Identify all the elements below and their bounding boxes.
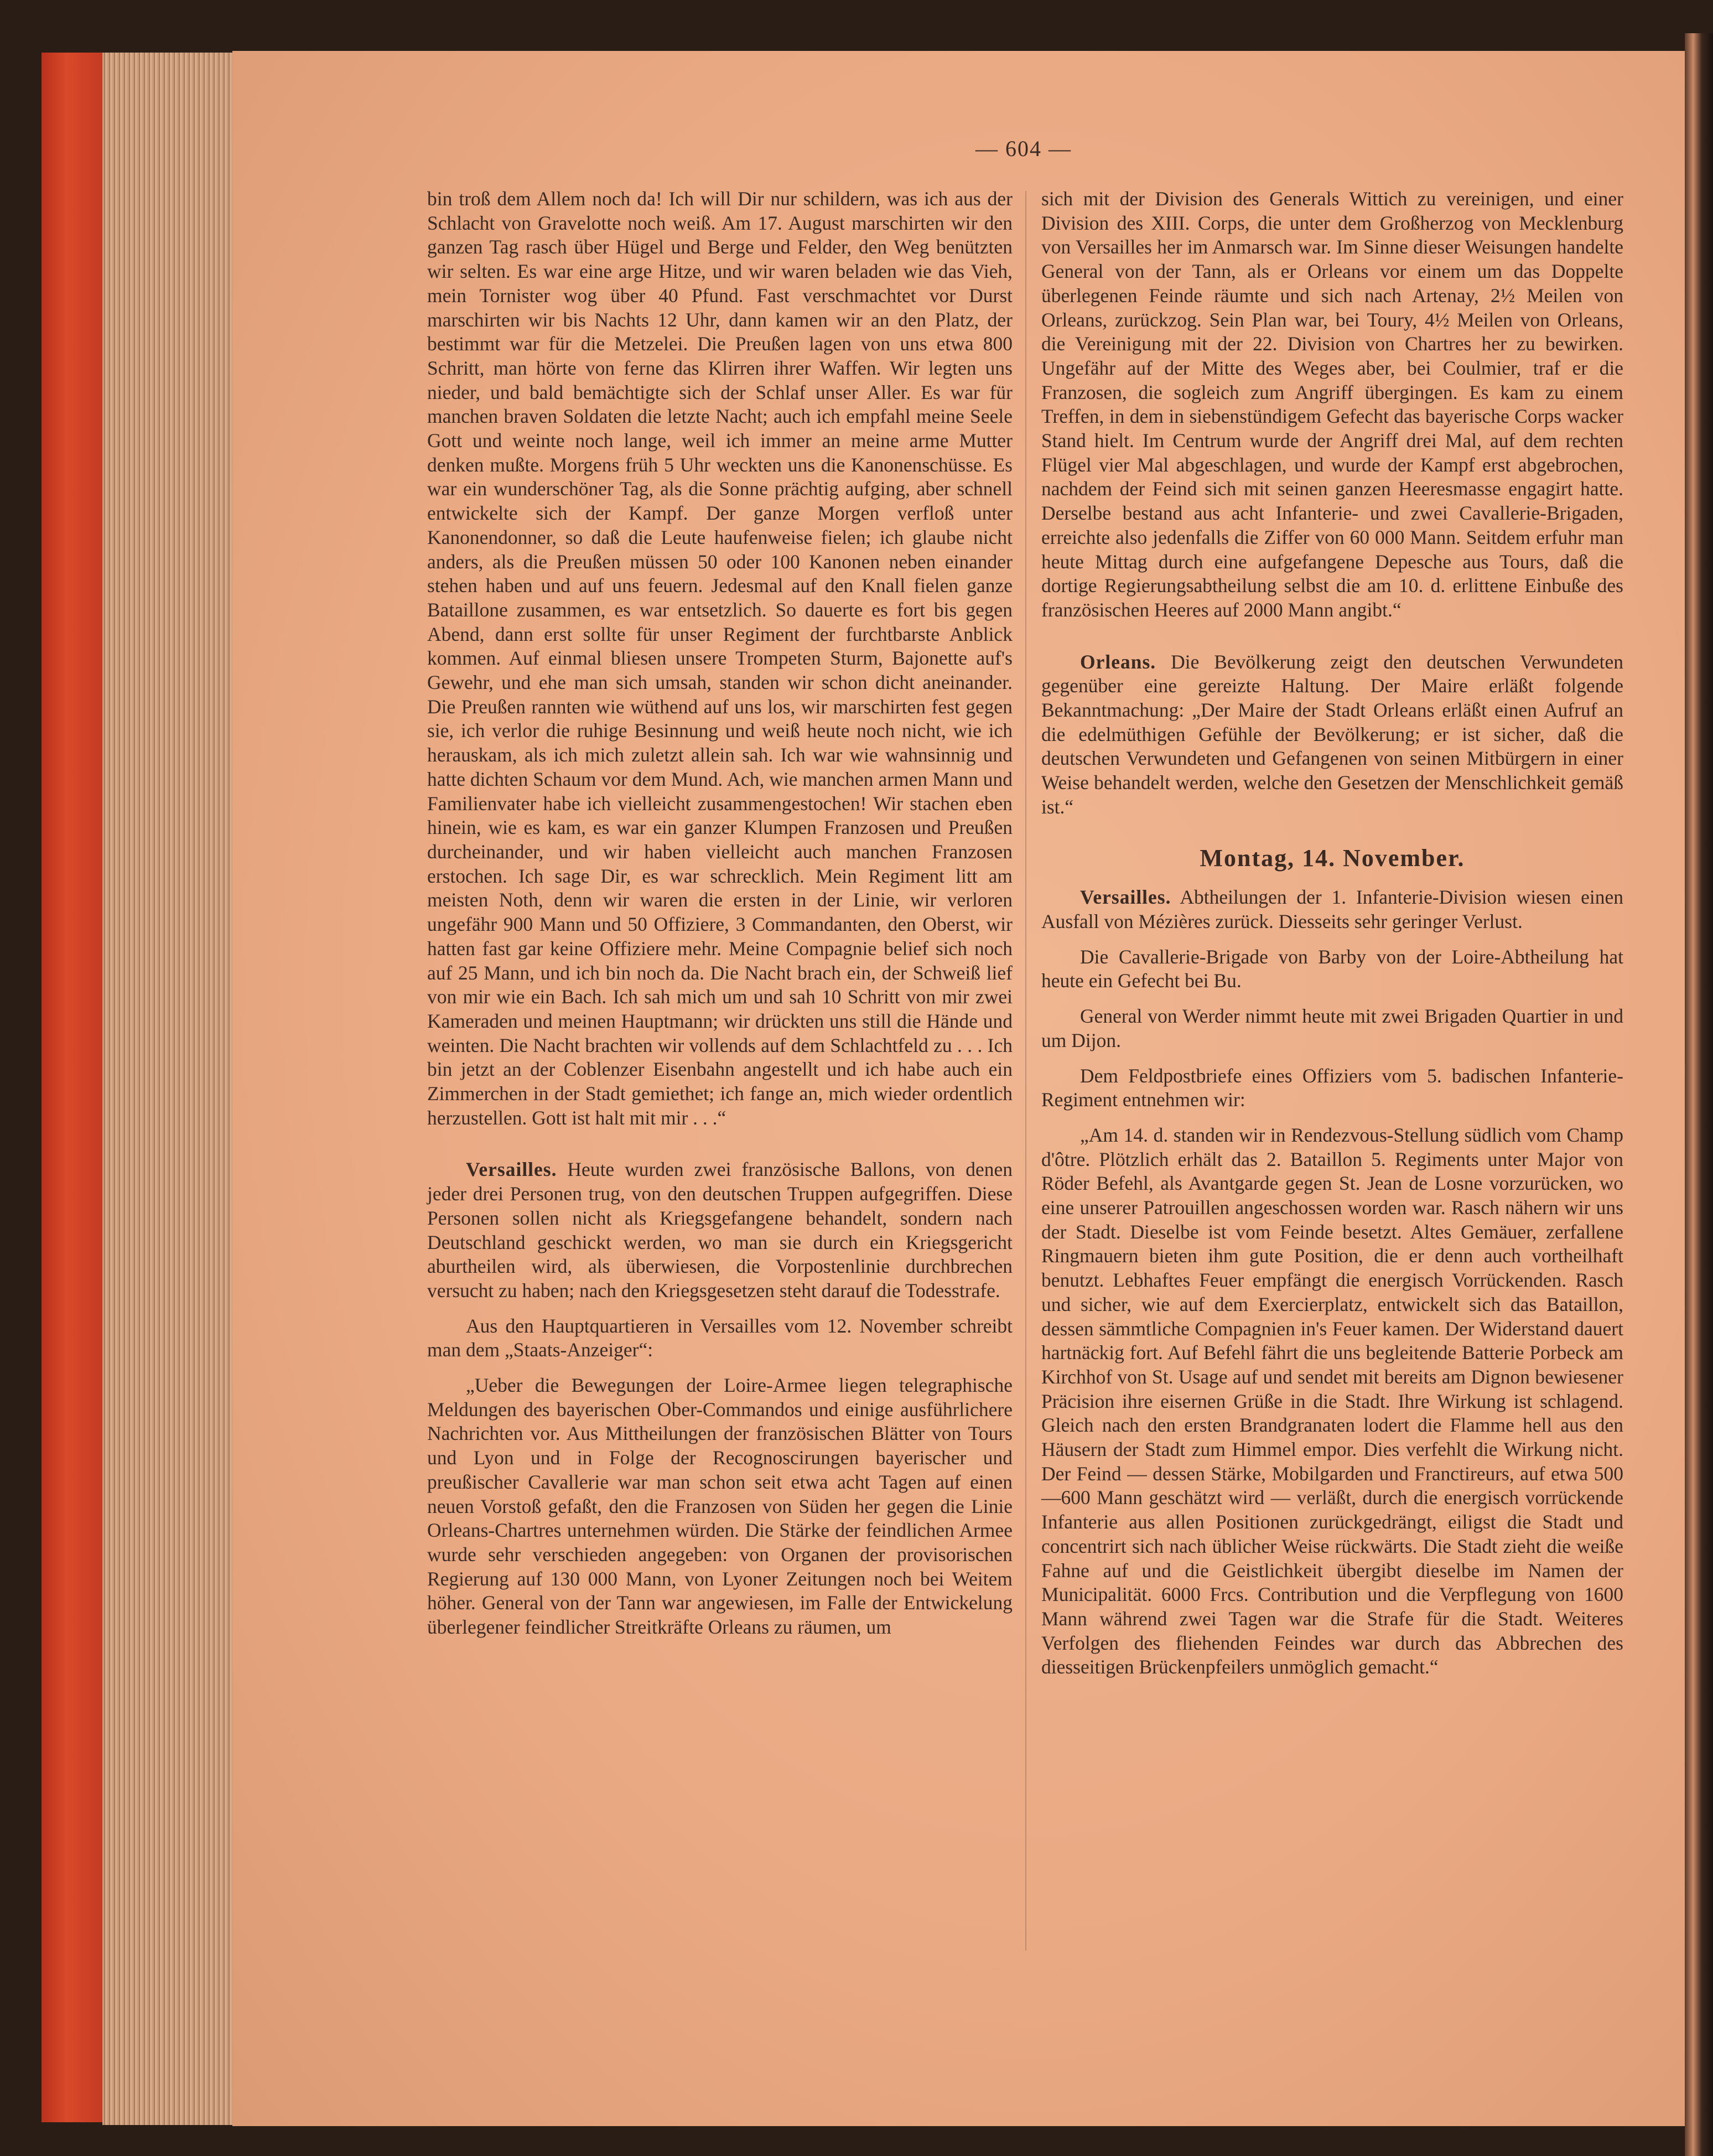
paragraph [1041, 1123, 1623, 1680]
paragraph-text: Heute wurden zwei französische Ballons, von denen jeder drei Personen trug, von den deutschen Truppen aufgegriffen. Diese Personen sollen nicht als Kriegsgefangene behandelt, sondern nach Deutschland geschickt werden, wo man sie durch ein Kriegsgericht aburtheilen wird, als überwiesen, die Vorpostenlinie durchbrechen versucht zu haben; nach den Kriegsgesetzen steht darauf die Todesstrafe. [427, 1158, 1013, 1302]
paragraph-text: „Ueber die Bewegungen der Loire-Armee liegen telegraphische Meldungen des bayerischen Ober-Commandos und einige ausführlichere Nachrichten vor. Aus Mittheilungen der französischen Blätter von Tours und Lyon und in Folge der Recognoscirungen bayerischer und preußischer Cavallerie war man schon seit etwa acht Tagen auf einen neuen Vorstoß gefaßt, den die Franzosen von Süden her gegen die Linie Orleans-Chartres unternehmen würden. Die Stärke der feindlichen Armee wurde sehr verschieden angegeben: von Organen der provisorischen Regierung auf 130 000 Mann, von Lyoner Zeitungen noch bei Weitem höher. General von der Tann war angewiesen, im Falle der Entwickelung überlegener feindlicher Streitkräfte Orleans zu räumen, um [427, 1374, 1013, 1639]
paragraph-text: Abtheilungen der 1. Infanterie-Division wiesen einen Ausfall von Mézières zurück. Diesseits sehr geringer Verlust. [1041, 886, 1623, 932]
column-divider [1025, 191, 1026, 1951]
paragraph-text: General von Werder nimmt heute mit zwei Brigaden Quartier in und um Dijon. [1041, 1005, 1623, 1051]
paragraph [427, 1158, 1013, 1303]
paragraph [1041, 1004, 1623, 1053]
paragraph-text: Die Bevölkerung zeigt den deutschen Verwundeten gegenüber eine gereizte Haltung. Der Maire erläßt folgende Bekanntmachung: „Der Maire der Stadt Orleans erläßt einen Aufruf an die edelmüthigen Gefühle der Bevölkerung; er ist sicher, daß die deutschen Verwundeten und Gefangenen von seinen Mitbürgern in einer Weise behandelt werden, welche den Gesetzen der Menschlichkeit gemäß ist.“ [1041, 650, 1623, 818]
page-stack-edge [102, 53, 235, 2125]
paragraph [1041, 885, 1623, 934]
paragraph [427, 1314, 1013, 1362]
paragraph-text: Aus den Hauptquartieren in Versailles vom 12. November schreibt man dem „Staats-Anzeiger“: [427, 1314, 1013, 1361]
section-lead: Versailles. [466, 1158, 557, 1181]
paragraph [1041, 650, 1623, 820]
section-lead: Versailles. [1080, 886, 1171, 909]
paragraph [427, 1374, 1013, 1640]
book-edge-red [41, 53, 105, 2122]
paragraph-text: sich mit der Division des Generals Wittich zu vereinigen, und einer Division des XIII. Corps, die unter dem Großherzog von Mecklenburg von Versailles her im Anmarsch war. Im Sinne dieser Weisungen handelte General von der Tann, als er Orleans vor einem um das Doppelte überlegenen Feinde räumte und sich nach Artenay, 2½ Meilen von Orleans, zurückzog. Sein Plan war, bei Toury, 4½ Meilen von Orleans, die Vereinigung mit der 22. Division von Chartres her zu bewirken. Ungefähr auf der Mitte des Weges aber, bei Coulmier, traf er die Franzosen, die sogleich zum Angriff übergingen. Es kam zu einem Treffen, in dem in siebenstündigem Gefecht das bayerische Corps wacker Stand hielt. Im Centrum wurde der Angriff drei Mal, auf dem rechten Flügel vier Mal abgeschlagen, und wurde der Kampf erst abgebrochen, nachdem der Feind sich mit seinen ganzen Heeresmasse engagirt hatte. Derselbe bestand aus acht Infanterie- und zwei Cavallerie-Brigaden, erreichte also jedenfalls die Ziffer von 60 000 Mann. Seitdem erfuhr man heute Mittag durch eine aufgefangene Depesche aus Tours, daß die dortige Regierungsabtheilung selbst die am 10. d. erlittene Einbuße des französischen Heeres auf 2000 Mann angibt.“ [1041, 188, 1623, 621]
paragraph-text: „Am 14. d. standen wir in Rendezvous-Stellung südlich vom Champ d'ôtre. Plötzlich erhält das 2. Bataillon 5. Regiments unter Major von Röder Befehl, als Avantgarde gegen St. Jean de Losne vorzurücken, wo eine unserer Patrouillen angeschossen worden war. Rasch nähern wir uns der Stadt. Dieselbe ist vom Feinde besetzt. Altes Gemäuer, zerfallene Ringmauern bieten ihm gute Position, die er denn auch vortheilhaft benutzt. Lebhaftes Feuer empfängt die energisch Vorrückenden. Rasch und sicher, wie auf dem Exercierplatz, entwickelt sich das Bataillon, dessen sämmtliche Compagnien in's Feuer kamen. Der Widerstand dauert hartnäckig fort. Auf Befehl fährt die uns begleitende Batterie Porbeck am Kirchhof von St. Usage auf und sendet mit bereits am Dignon bewiesener Präcision ihre eisernen Grüße in die Stadt. Ihre Wirkung ist schlagend. Gleich nach den ersten Brandgranaten lodert die Flamme hell aus den Häusern der Stadt zum Himmel empor. Dies verfehlt die Wirkung nicht. Der Feind — dessen Stärke, Mobilgarden und Franctireurs, auf etwa 500—600 Mann geschätzt wird — verläßt, durch die energisch vorrückende Infanterie aus allen Positionen zurückgedrängt, eiligst die Stadt und concentrirt sich nach üblicher Weise rückwärts. Die Stadt zieht die weiße Fahne auf und die Geistlichkeit übergibt dieselbe im Namen der Municipalität. 6000 Frcs. Contribution und die Verpflegung von 1600 Mann während zwei Tagen war die Strafe für die Stadt. Weiteres Verfolgen des fliehenden Feindes war durch das Abbrechen des diesseitigen Brückenpfeilers unmöglich gemacht.“ [1041, 1123, 1623, 1678]
left-column [427, 187, 1013, 1640]
paragraph-text: bin troß dem Allem noch da! Ich will Dir nur schildern, was ich aus der Schlacht von Gravelotte noch weiß. Am 17. August marschirten wir den ganzen Tag rasch über Hügel und Berge und Felder, den Weg benützten wir selten. Es war eine arge Hitze, und wir waren beladen wie das Vieh, mein Tornister wog über 40 Pfund. Fast verschmachtet vor Durst marschirten wir bis Nachts 12 Uhr, dann kamen wir an den Platz, der bestimmt war für die Metzelei. Die Preußen lagen von uns etwa 800 Schritt, man hörte von ferne das Klirren ihrer Waffen. Wir legten uns nieder, und bald bemächtigte sich der Schlaf unser Aller. Es war für manchen braven Soldaten die letzte Nacht; auch ich empfahl meine Seele Gott und weinte noch lange, weil ich immer an meine arme Mutter denken mußte. Morgens früh 5 Uhr weckten uns die Kanonenschüsse. Es war ein wunderschöner Tag, als die Sonne prächtig aufging, aber schnell entwickelte sich der Kampf. Der ganze Morgen verfloß unter Kanonendonner, so daß die Leute haufenweise fielen; ich glaube nicht anders, als die Preußen müssen 50 oder 100 Kanonen neben einander stehen haben und auf uns feuern. Jedesmal auf den Knall fielen ganze Bataillone zusammen, es war entsetzlich. So dauerte es fort bis gegen Abend, dann erst sollte für unser Regiment der furchtbarste Anblick kommen. Auf einmal bliesen unsere Trompeten Sturm, Bajonette auf's Gewehr, und ehe man sich umsah, standen wir schon dicht aneinander. Die Preußen rannten wie wüthend auf uns los, wir marschirten fest gegen sie, ich verlor die ruhige Besinnung und weiß heute noch nicht, wie ich herauskam, als ich mich zuletzt allein sah. Ich war wie wahnsinnig und hatte dichten Schaum vor dem Mund. Ach, wie manchen armen Mann und Familienvater habe ich vielleicht zusammengestochen! Wir stachen eben hinein, wie es kam, es war ein ganzer Klumpen Franzosen und Preußen durcheinander, und wir haben vielleicht auch manchen Franzosen erstochen. Ich sage Dir, es war schrecklich. Mein Regiment litt am meisten Noth, denn wir waren die ersten in der Linie, wir verloren ungefähr 900 Mann und 50 Offiziere, 3 Commandanten, den Oberst, wir hatten fast gar keine Offiziere mehr. Meine Compagnie belief sich noch auf 25 Mann, und ich bin noch da. Die Nacht brach ein, der Schweiß lief von mir wie ein Bach. Ich sah mich um und sah 10 Schritt von mir zwei Kameraden und meinen Hauptmann; wir drückten uns still die Hände und weinten. Die Nacht brachten wir vollends auf dem Schlachtfeld zu . . . Ich bin jetzt an der Coblenzer Eisenbahn angestellt und ich habe auch ein Zimmerchen in der Stadt gemiethet; ich fange an, mich wieder ordentlich herzustellen. Gott ist halt mit mir . . .“ [427, 188, 1013, 1129]
paragraph [1041, 945, 1623, 993]
page-number: — 604 — [975, 136, 1072, 161]
date-heading: Montag, 14. November. [1200, 844, 1465, 872]
paragraph [1041, 187, 1623, 623]
paragraph [1041, 1064, 1623, 1112]
paragraph [427, 187, 1013, 1130]
paragraph-text: Die Cavallerie-Brigade von Barby von der Loire-Abtheilung hat heute ein Gefecht bei Bu. [1041, 945, 1623, 992]
paragraph-text: Dem Feldpostbriefe eines Offiziers vom 5. badischen Infanterie-Regiment entnehmen wir: [1041, 1064, 1623, 1111]
right-column [1041, 187, 1623, 1680]
section-lead: Orleans. [1080, 650, 1156, 673]
facing-page-edge [1685, 33, 1713, 2156]
